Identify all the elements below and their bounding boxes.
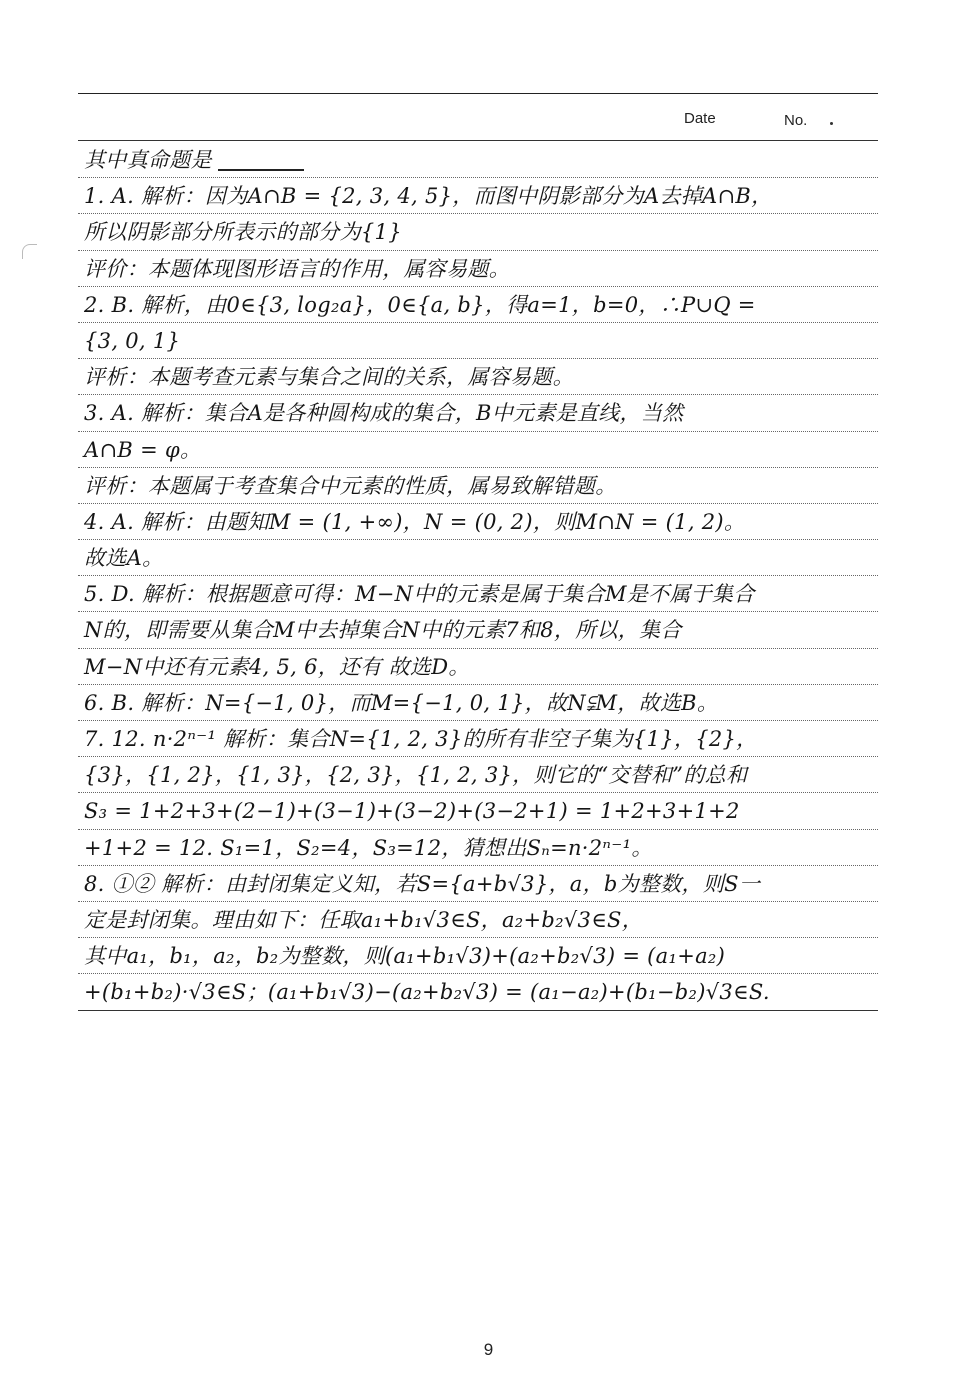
note-line: +1+2 = 12. S₁=1，S₂=4，S₃=12，猜想出Sₙ=n·2ⁿ⁻¹。 bbox=[78, 830, 878, 866]
note-line: M−N中还有元素4, 5, 6，还有 故选D。 bbox=[78, 649, 878, 685]
note-line: 2. B. 解析，由0∈{3, log₂a}，0∈{a, b}，得a=1，b=0，∴P∪Q = bbox=[78, 287, 878, 323]
note-line: N的，即需要从集合M中去掉集合N中的元素7和8，所以，集合 bbox=[78, 612, 878, 648]
note-line: S₃ = 1+2+3+(2−1)+(3−1)+(3−2)+(3−2+1) = 1+2+3+1+2 bbox=[78, 793, 878, 829]
note-line: 3. A. 解析：集合A是各种圆构成的集合，B中元素是直线，当然 bbox=[78, 395, 878, 431]
page-number: 9 bbox=[483, 1340, 494, 1359]
answer-blank bbox=[218, 169, 304, 171]
note-line: 其中a₁，b₁，a₂，b₂为整数，则(a₁+b₁√3)+(a₂+b₂√3) = (a₁+a₂) bbox=[78, 938, 878, 974]
page-header bbox=[78, 106, 878, 136]
note-line: 评价：本题体现图形语言的作用，属容易题。 bbox=[78, 251, 878, 287]
note-line: +(b₁+b₂)·√3∈S；(a₁+b₁√3)−(a₂+b₂√3) = (a₁−a₂)+(b₁−b₂)√3∈S. bbox=[78, 974, 878, 1010]
note-line: 所以阴影部分所表示的部分为{1} bbox=[78, 214, 878, 250]
margin-mark bbox=[22, 244, 37, 259]
note-line: 评析：本题考查元素与集合之间的关系，属容易题。 bbox=[78, 359, 878, 395]
note-line: 1. A. 解析：因为A∩B = {2, 3, 4, 5}，而图中阴影部分为A去掉A∩B， bbox=[78, 178, 878, 214]
note-line: 8. ①② 解析：由封闭集定义知，若S={a+b√3}，a，b为整数，则S一 bbox=[78, 866, 878, 902]
note-line: {3, 0, 1} bbox=[78, 323, 878, 359]
line-text: 其中真命题是 bbox=[84, 148, 212, 172]
header-dot bbox=[830, 122, 833, 125]
note-line: {3}，{1, 2}，{1, 3}，{2, 3}，{1, 2, 3}，则它的“交替和”的总和 bbox=[78, 757, 878, 793]
note-line: 定是封闭集。理由如下：任取a₁+b₁√3∈S，a₂+b₂√3∈S， bbox=[78, 902, 878, 938]
note-line: 7. 12. n·2ⁿ⁻¹ 解析：集合N={1, 2, 3}的所有非空子集为{1}，{2}， bbox=[78, 721, 878, 757]
note-line: 5. D. 解析：根据题意可得：M−N中的元素是属于集合M是不属于集合 bbox=[78, 576, 878, 612]
note-line: A∩B = φ。 bbox=[78, 432, 878, 468]
note-line: 6. B. 解析：N={−1, 0}，而M={−1, 0, 1}，故N⫋M，故选B。 bbox=[78, 685, 878, 721]
notebook-lines bbox=[78, 142, 878, 1011]
note-line: 评析：本题属于考查集合中元素的性质，属易致解错题。 bbox=[78, 468, 878, 504]
note-line bbox=[78, 142, 878, 178]
note-line: 4. A. 解析：由题知M = (1, +∞)，N = (0, 2)，则M∩N = (1, 2)。 bbox=[78, 504, 878, 540]
top-rule bbox=[78, 93, 878, 94]
date-label: Date bbox=[684, 110, 716, 127]
no-label: No. bbox=[784, 112, 808, 129]
note-line: 故选A。 bbox=[78, 540, 878, 576]
header-rule bbox=[78, 140, 878, 141]
